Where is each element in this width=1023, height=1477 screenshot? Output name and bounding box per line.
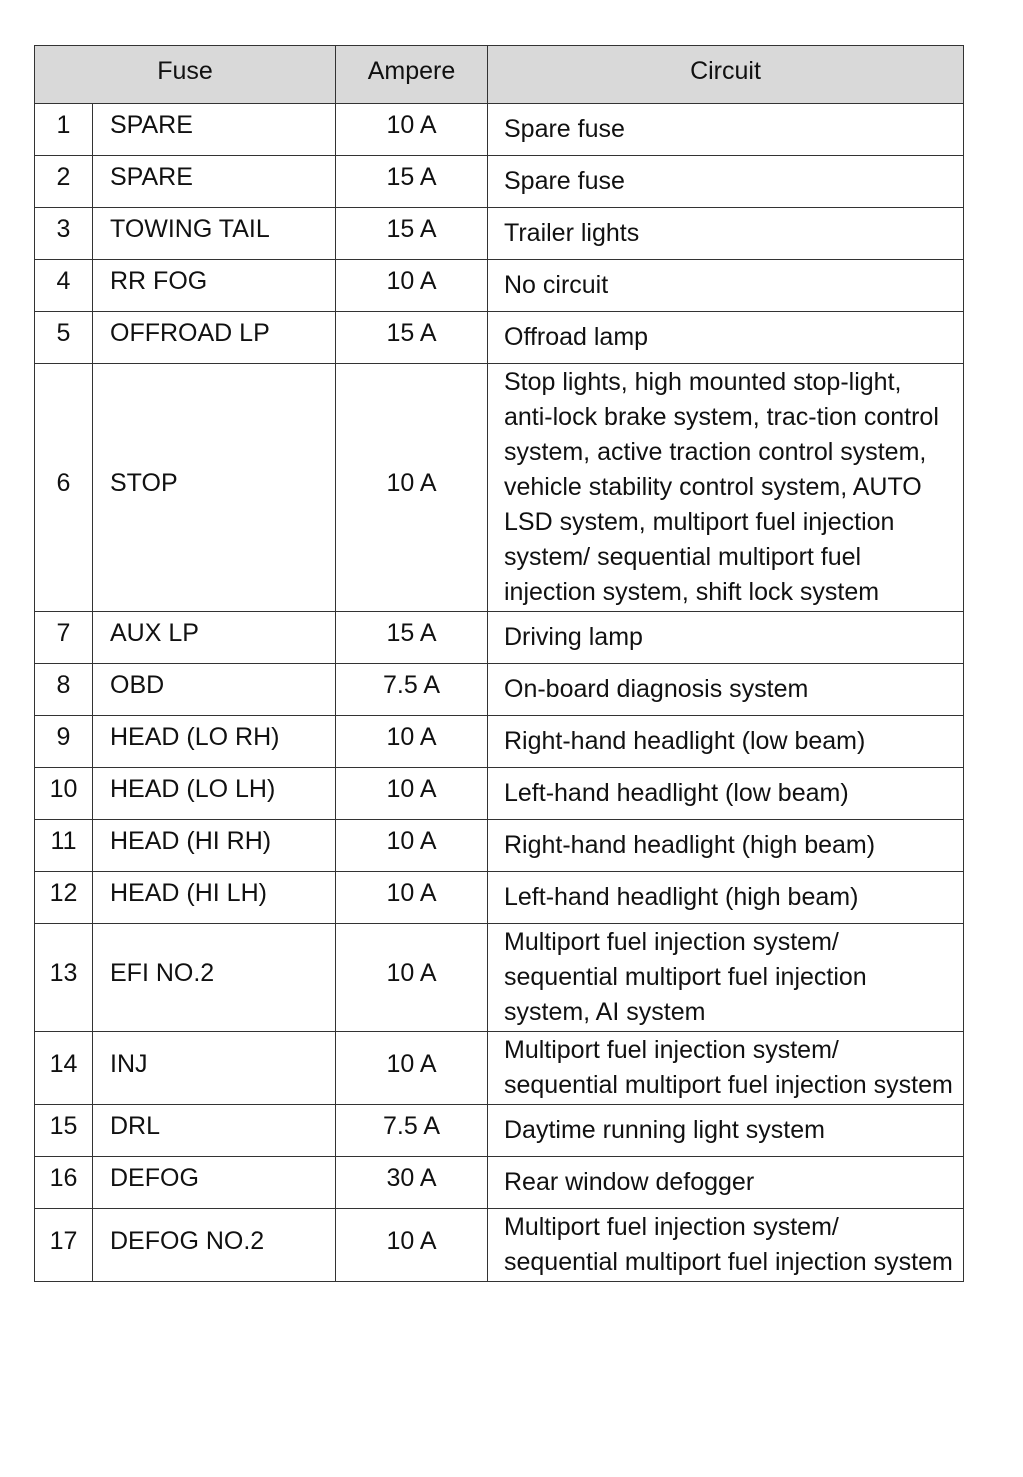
fuse-name-cell: OFFROAD LP	[93, 312, 336, 364]
table-row	[35, 612, 964, 664]
ampere-cell: 30 A	[336, 1157, 488, 1209]
fuse-number-cell: 10	[35, 768, 93, 820]
circuit-cell: Trailer lights	[488, 208, 964, 260]
fuse-name-cell: HEAD (LO LH)	[93, 768, 336, 820]
circuit-cell: Stop lights, high mounted stop-light, anti-lock brake system, trac-tion control system, active traction control system, vehicle stability control system, AUTO LSD system, multiport fuel injection system/ sequential multiport fuel injection system, shift lock system	[488, 364, 964, 612]
ampere-cell: 15 A	[336, 156, 488, 208]
fuse-number-cell: 14	[35, 1032, 93, 1105]
table-row	[35, 104, 964, 156]
ampere-cell: 10 A	[336, 260, 488, 312]
fuse-name-cell: DEFOG	[93, 1157, 336, 1209]
ampere-cell: 15 A	[336, 208, 488, 260]
ampere-cell: 10 A	[336, 872, 488, 924]
ampere-cell: 10 A	[336, 1209, 488, 1282]
fuse-name-cell: RR FOG	[93, 260, 336, 312]
table-row	[35, 156, 964, 208]
circuit-cell: Multiport fuel injection system/ sequential multiport fuel injection system	[488, 1032, 964, 1105]
table-row	[35, 664, 964, 716]
circuit-cell: Daytime running light system	[488, 1105, 964, 1157]
fuse-name-cell: INJ	[93, 1032, 336, 1105]
ampere-cell: 10 A	[336, 716, 488, 768]
table-row	[35, 1209, 964, 1282]
ampere-cell: 10 A	[336, 924, 488, 1032]
ampere-cell: 7.5 A	[336, 664, 488, 716]
circuit-cell: Right-hand headlight (high beam)	[488, 820, 964, 872]
fuse-number-cell: 7	[35, 612, 93, 664]
fuse-number-cell: 4	[35, 260, 93, 312]
ampere-cell: 15 A	[336, 312, 488, 364]
header-circuit: Circuit	[488, 46, 964, 104]
fuse-name-cell: OBD	[93, 664, 336, 716]
fuse-number-cell: 12	[35, 872, 93, 924]
circuit-cell: Right-hand headlight (low beam)	[488, 716, 964, 768]
table-row	[35, 208, 964, 260]
table-row	[35, 364, 964, 612]
fuse-number-cell: 8	[35, 664, 93, 716]
circuit-cell: Left-hand headlight (high beam)	[488, 872, 964, 924]
header-fuse: Fuse	[35, 46, 336, 104]
fuse-number-cell: 5	[35, 312, 93, 364]
circuit-cell: Multiport fuel injection system/ sequential multiport fuel injection system, AI system	[488, 924, 964, 1032]
table-body	[35, 104, 964, 1282]
circuit-cell: Multiport fuel injection system/ sequential multiport fuel injection system	[488, 1209, 964, 1282]
ampere-cell: 10 A	[336, 820, 488, 872]
circuit-cell: Driving lamp	[488, 612, 964, 664]
table-row	[35, 716, 964, 768]
fuse-name-cell: DEFOG NO.2	[93, 1209, 336, 1282]
fuse-name-cell: HEAD (HI LH)	[93, 872, 336, 924]
fuse-number-cell: 16	[35, 1157, 93, 1209]
fuse-name-cell: HEAD (HI RH)	[93, 820, 336, 872]
table-row	[35, 768, 964, 820]
ampere-cell: 7.5 A	[336, 1105, 488, 1157]
ampere-cell: 10 A	[336, 1032, 488, 1105]
fuse-table	[34, 45, 964, 1282]
table-header	[35, 46, 964, 104]
ampere-cell: 10 A	[336, 768, 488, 820]
fuse-name-cell: TOWING TAIL	[93, 208, 336, 260]
circuit-cell: No circuit	[488, 260, 964, 312]
circuit-cell: Rear window defogger	[488, 1157, 964, 1209]
fuse-number-cell: 11	[35, 820, 93, 872]
fuse-number-cell: 1	[35, 104, 93, 156]
ampere-cell: 15 A	[336, 612, 488, 664]
header-ampere: Ampere	[336, 46, 488, 104]
circuit-cell: Offroad lamp	[488, 312, 964, 364]
table-row	[35, 1032, 964, 1105]
fuse-name-cell: AUX LP	[93, 612, 336, 664]
fuse-name-cell: SPARE	[93, 104, 336, 156]
fuse-number-cell: 6	[35, 364, 93, 612]
fuse-name-cell: SPARE	[93, 156, 336, 208]
table-row	[35, 1105, 964, 1157]
table-row	[35, 1157, 964, 1209]
circuit-cell: Spare fuse	[488, 156, 964, 208]
table-row	[35, 924, 964, 1032]
ampere-cell: 10 A	[336, 364, 488, 612]
fuse-number-cell: 17	[35, 1209, 93, 1282]
fuse-number-cell: 15	[35, 1105, 93, 1157]
fuse-name-cell: DRL	[93, 1105, 336, 1157]
table-row	[35, 312, 964, 364]
ampere-cell: 10 A	[336, 104, 488, 156]
fuse-name-cell: STOP	[93, 364, 336, 612]
table-row	[35, 872, 964, 924]
circuit-cell: Spare fuse	[488, 104, 964, 156]
fuse-number-cell: 9	[35, 716, 93, 768]
fuse-number-cell: 13	[35, 924, 93, 1032]
fuse-number-cell: 3	[35, 208, 93, 260]
circuit-cell: On-board diagnosis system	[488, 664, 964, 716]
fuse-number-cell: 2	[35, 156, 93, 208]
header-row	[35, 46, 964, 104]
fuse-name-cell: EFI NO.2	[93, 924, 336, 1032]
fuse-name-cell: HEAD (LO RH)	[93, 716, 336, 768]
circuit-cell: Left-hand headlight (low beam)	[488, 768, 964, 820]
table-row	[35, 820, 964, 872]
table-row	[35, 260, 964, 312]
